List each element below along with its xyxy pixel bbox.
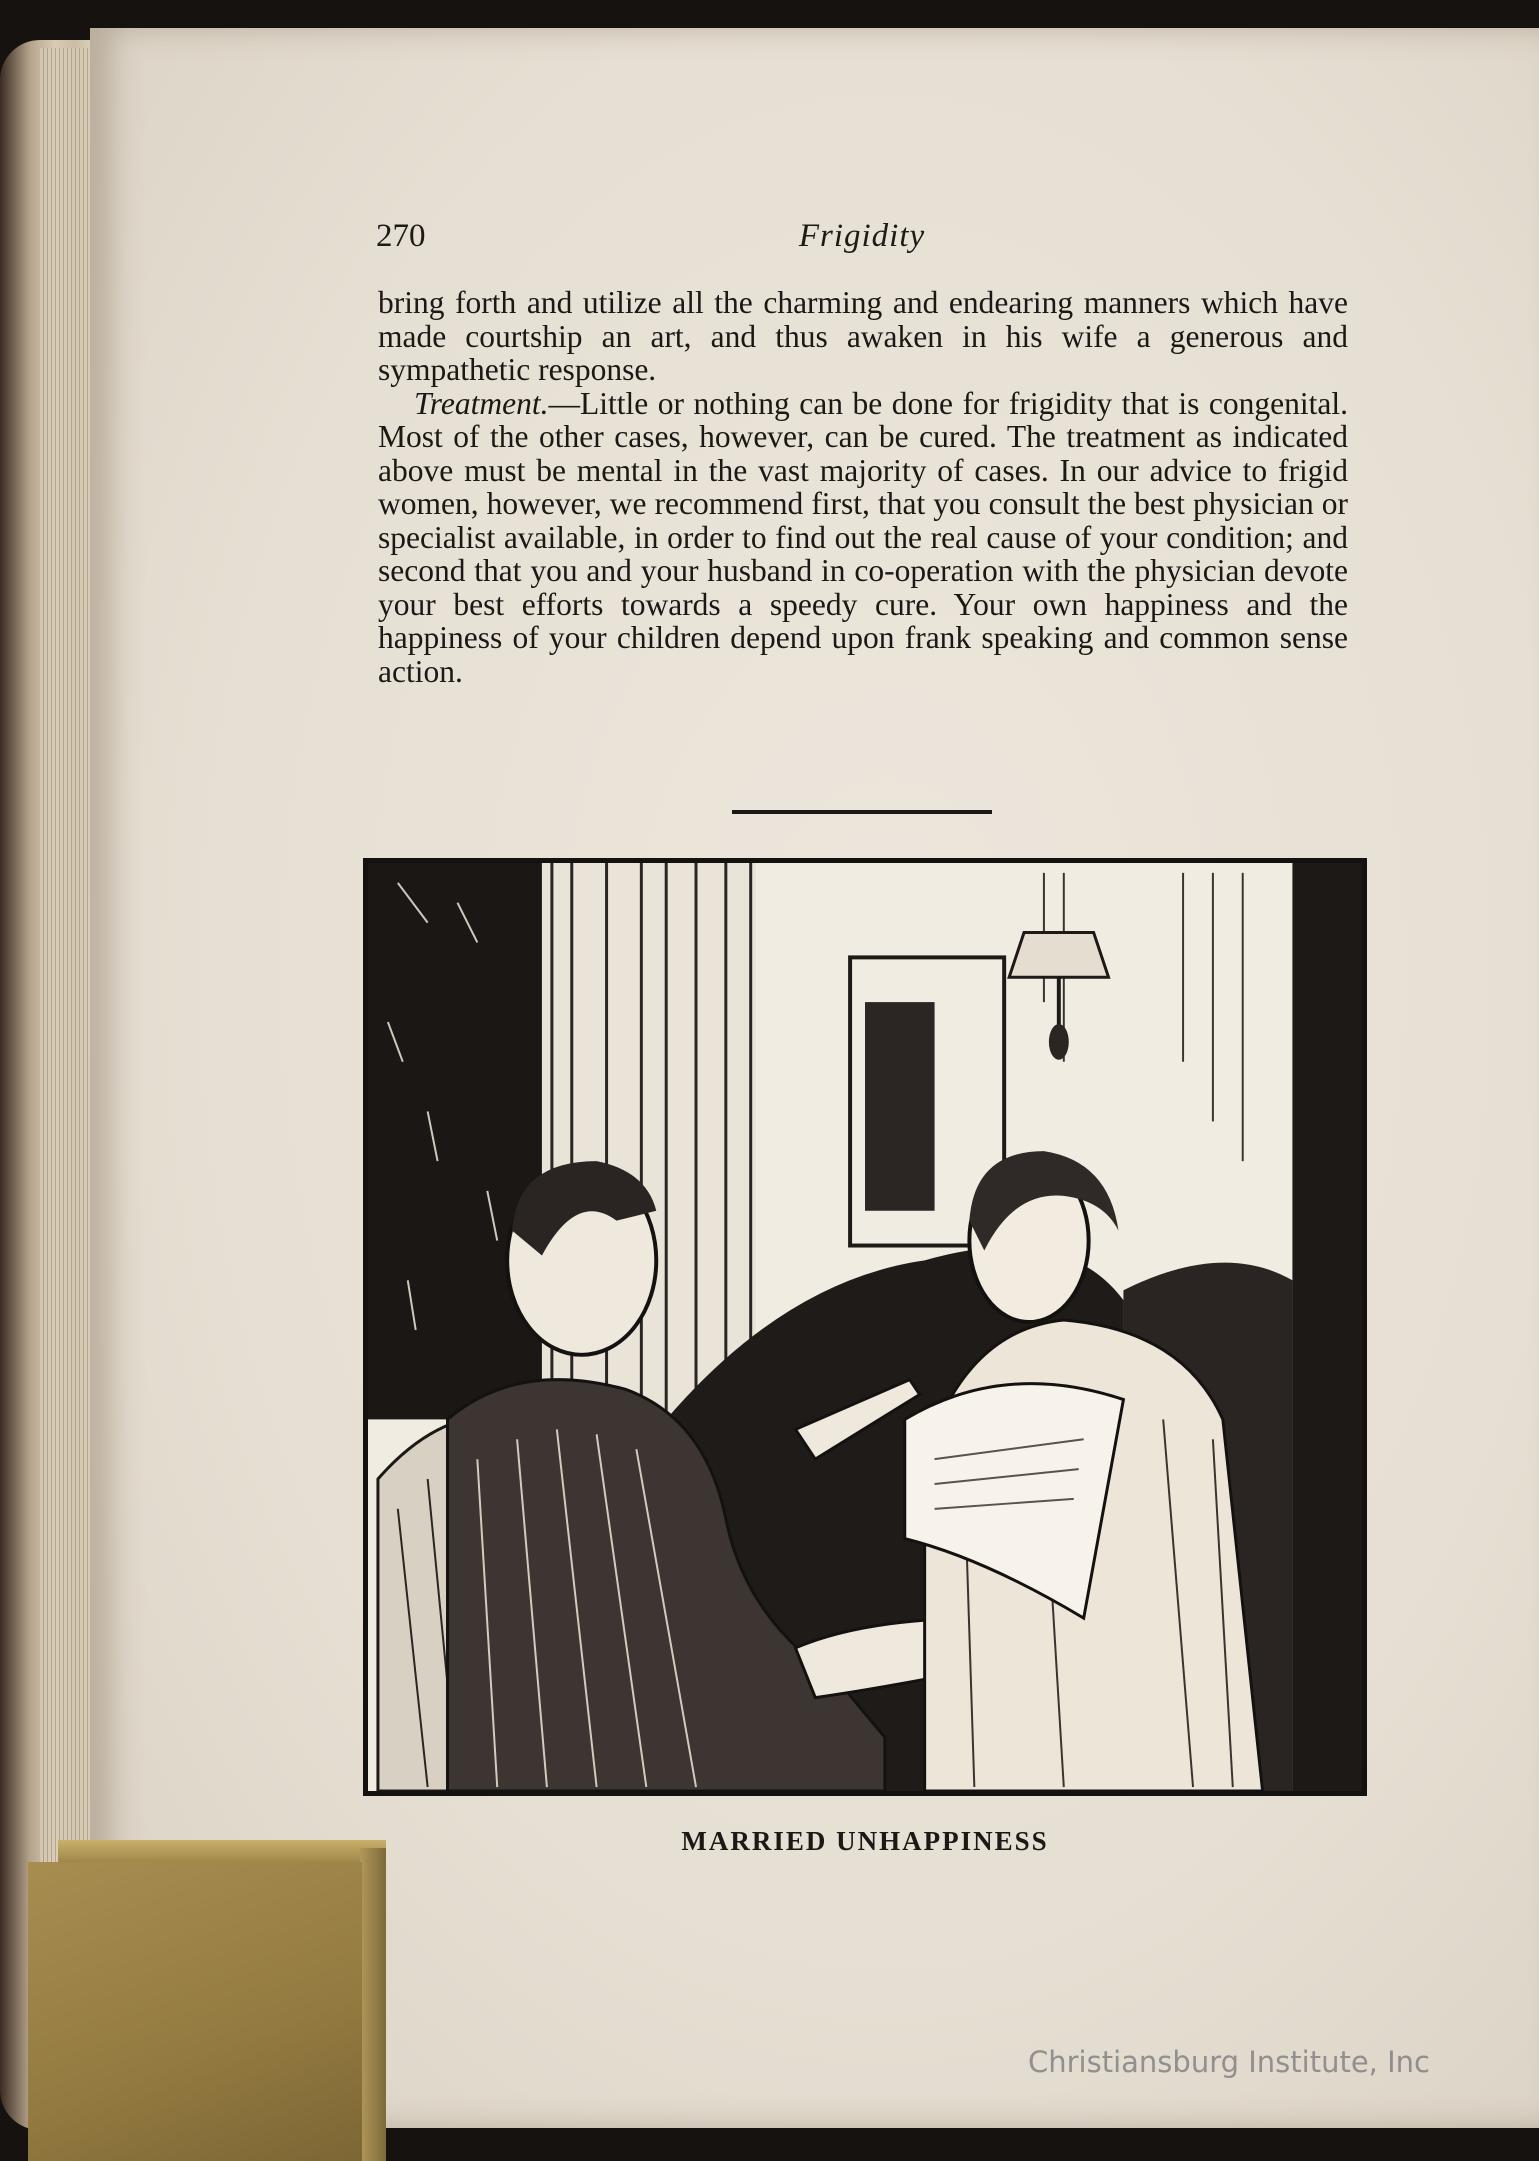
- paragraph-2-text: —Little or nothing can be done for frigidity that is congenital. Most of the other cases, however, can be cured. The treatment as indicated above must be mental in the vast majority of cases. In our advice to frigid women, however, we recommend first, that you consult the best physician or specialist available, in order to find out the real cause of your condition; and second that you and your husband in co-operation with the physician devote your best efforts towards a speedy cure. Your own happiness and the happiness of your children depend upon frank speaking and common sense action.: [378, 385, 1348, 689]
- section-divider: [732, 810, 992, 814]
- treatment-label: Treatment.: [414, 385, 549, 421]
- paragraph-1: bring forth and utilize all the charming and endearing manners which have made courtship an art, and thus awaken in his wife a generous and sympathetic response.: [378, 285, 1348, 387]
- body-text: [378, 286, 1348, 688]
- illustration-drawing: [368, 863, 1362, 1791]
- illustration: [363, 858, 1367, 1796]
- wall-lamp: [1009, 933, 1108, 1060]
- watermark: Christiansburg Institute, Inc: [1028, 2045, 1430, 2079]
- window-dark: [368, 863, 542, 1419]
- right-curtain: [1292, 863, 1362, 1791]
- paragraph-2: [378, 387, 1348, 689]
- running-title: Frigidity: [798, 218, 926, 254]
- illustration-caption: MARRIED UNHAPPINESS: [681, 1826, 1049, 1856]
- gold-bookmark-box: [28, 1840, 386, 2161]
- running-head: [376, 218, 1348, 258]
- page-number: 270: [376, 218, 426, 254]
